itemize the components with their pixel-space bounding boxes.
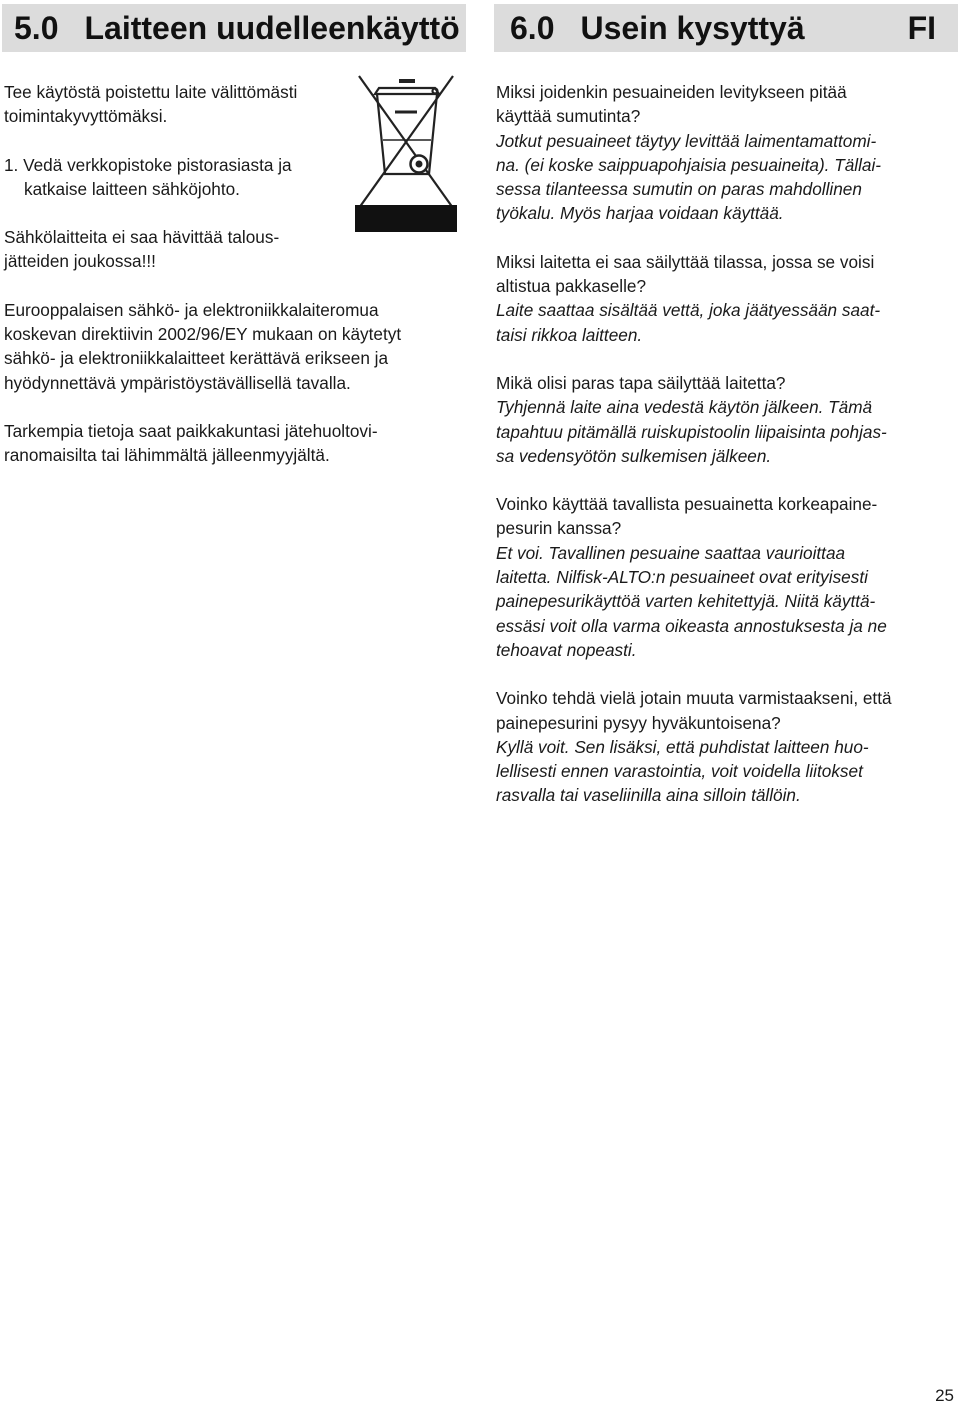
section-number: 6.0 [510, 10, 555, 46]
intro-line: toimintakyvyttömäksi. [4, 106, 168, 127]
faq-column [496, 80, 958, 808]
faq-question: Mikä olisi paras tapa säilyttää laitetta? [496, 372, 786, 393]
faq-answer: sa vedensyötön sulkemisen jälkeen. [496, 445, 772, 466]
language-code: FI [907, 10, 936, 46]
intro-line: Tee käytöstä poistettu laite välittömästi [4, 82, 298, 102]
faq-question: Voinko tehdä vielä jotain muuta varmistaakseni, että [496, 688, 892, 709]
faq-question: käyttää sumutinta? [496, 106, 641, 127]
faq-answer: rasvalla tai vaseliinilla aina silloin tällöin. [496, 785, 801, 806]
faq-answer: taisi rikkoa laitteen. [496, 324, 643, 345]
warning-line: Sähkölaitteita ei saa hävittää talous- [4, 227, 280, 248]
directive-line: koskevan direktiivin 2002/96/EY mukaan on käytetyt [4, 324, 402, 345]
info-line: ranomaisilta tai lähimmältä jälleenmyyjältä. [4, 445, 330, 466]
faq-answer: tehoavat nopeasti. [496, 639, 637, 660]
section-number: 5.0 [14, 10, 59, 46]
faq-answer: laitetta. Nilfisk-ALTO:n pesuaineet ovat erityisesti [496, 567, 868, 588]
faq-answer: sessa tilanteessa sumutin on paras mahdollinen [496, 179, 862, 200]
faq-answer: Et voi. Tavallinen pesuaine saattaa vaurioittaa [496, 542, 846, 563]
warning-line: jätteiden joukossa!!! [4, 251, 156, 272]
faq-question: Miksi joidenkin pesuaineiden levitykseen pitää [496, 82, 847, 102]
faq-question: pesurin kanssa? [496, 518, 622, 539]
faq-question: altistua pakkaselle? [496, 276, 647, 297]
faq-answer: Tyhjennä laite aina vedestä käytön jälkeen. Tämä [496, 397, 873, 418]
faq-answer: lellisesti ennen varastointia, voit voidella liitokset [496, 761, 863, 782]
faq-answer: Jotkut pesuaineet täytyy levittää laimentamattomi- [496, 130, 877, 151]
page-number: 25 [935, 1386, 954, 1405]
faq-answer: essäsi voit olla varma oikeasta annostuksesta ja ne [496, 615, 887, 636]
step-line: katkaise laitteen sähköjohto. [24, 178, 240, 199]
faq-answer: tapahtuu pitämällä ruiskupistoolin liipaisinta pohjas- [496, 421, 887, 442]
section-title: Usein kysyttyä [580, 10, 805, 46]
faq-answer: painepesurikäyttöä varten kehitettyjä. Niitä käyttä- [496, 591, 876, 612]
faq-answer: Laite saattaa sisältää vettä, joka jäätyessään saat- [496, 300, 881, 321]
directive-line: hyödynnettävä ympäristöystävällisellä tavalla. [4, 372, 351, 393]
faq-answer: Kyllä voit. Sen lisäksi, että puhdistat laitteen huo- [496, 736, 869, 757]
faq-question: Voinko käyttää tavallista pesuainetta korkeapaine- [496, 494, 878, 515]
section-header-faq [494, 4, 958, 52]
info-line: Tarkempia tietoja saat paikkakuntasi jätehuoltovi- [4, 420, 378, 441]
faq-answer: työkalu. Myös harjaa voidaan käyttää. [496, 203, 784, 224]
section-header-reuse [2, 4, 466, 52]
section-title: Laitteen uudelleenkäyttö [84, 10, 460, 46]
crossed-out-wheelie-bin-icon [355, 70, 457, 232]
step-line: 1. Vedä verkkopistoke pistorasiasta ja [4, 154, 292, 175]
faq-question: Miksi laitetta ei saa säilyttää tilassa, jossa se voisi [496, 251, 875, 272]
directive-line: Eurooppalaisen sähkö- ja elektroniikkalaiteromua [4, 299, 379, 320]
faq-answer: na. (ei koske saippuapohjaisia pesuaineita). Tällai- [496, 154, 882, 175]
faq-question: painepesurini pysyy hyväkuntoisena? [496, 712, 781, 733]
directive-line: sähkö- ja elektroniikkalaitteet kerättävä erikseen ja [4, 348, 389, 369]
